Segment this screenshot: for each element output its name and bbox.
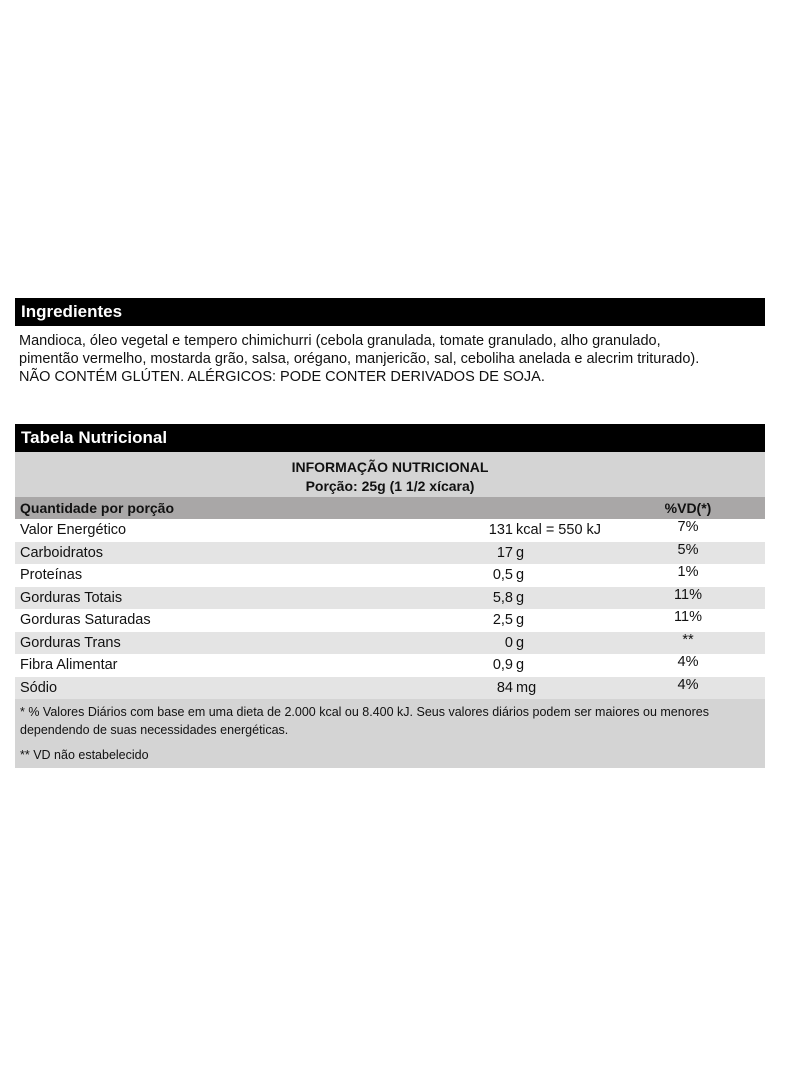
nutrient-unit: mg <box>516 679 537 696</box>
quantity-header-row <box>15 497 765 519</box>
nutrient-vd: ** <box>682 631 694 648</box>
nutrient-name: Fibra Alimentar <box>20 657 118 673</box>
nutrient-name: Valor Energético <box>20 522 127 538</box>
nutrient-amount: 17 <box>496 544 513 561</box>
nutrient-amount: 0,5 <box>492 567 513 583</box>
nutrient-vd: 1% <box>677 564 699 580</box>
vd-not-established-footnote: ** VD não estabelecido <box>20 748 149 762</box>
nutrient-amount: 5,8 <box>492 589 513 606</box>
nutrient-unit: g <box>516 657 525 673</box>
nutrient-row <box>15 677 765 700</box>
nutrition-footnotes <box>15 699 765 768</box>
nutrient-unit: g <box>516 567 525 583</box>
ingredients-heading: Ingredientes <box>15 298 765 326</box>
ingredients-text: Mandioca, óleo vegetal e tempero chimichurri (cebola granulada, tomate granulado, alho granulado, pimentão vermelho, mostarda grão, salsa, orégano, manjericão, sal, ceboliha anelada e alecrim triturado). NÃO CONTÉM GLÚTEN. ALÉRGICOS: PODE CONTER DERIVADOS DE SOJA. <box>19 333 700 385</box>
nutrient-vd: 4% <box>677 676 699 693</box>
nutrient-vd: 4% <box>677 654 699 670</box>
nutrient-row <box>15 654 765 677</box>
nutrient-amount: 2,5 <box>492 612 513 628</box>
nutrient-name: Proteínas <box>20 567 83 583</box>
nutrient-unit: g <box>516 544 525 561</box>
portion-size: Porção: 25g (1 1/2 xícara) <box>305 478 475 494</box>
nutrient-amount: 131 <box>488 522 513 538</box>
nutrient-row <box>15 609 765 632</box>
nutrition-heading: Tabela Nutricional <box>15 424 765 452</box>
nutrient-name: Carboidratos <box>20 544 104 561</box>
nutrient-vd: 11% <box>674 609 702 625</box>
nutrient-name: Gorduras Trans <box>20 634 121 651</box>
nutrient-row <box>15 564 765 587</box>
nutrition-table <box>15 424 765 768</box>
nutrient-name: Sódio <box>20 679 58 696</box>
daily-values-footnote: * % Valores Diários com base em uma dieta de 2.000 kcal ou 8.400 kJ. Seus valores diários podem ser maiores ou menores dependendo de suas necessidades energéticas. <box>20 705 710 737</box>
nutrient-row <box>15 632 765 655</box>
nutrient-vd: 5% <box>677 541 699 558</box>
nutrient-amount: 0 <box>504 634 513 651</box>
nutrient-amount: 84 <box>496 679 513 696</box>
nutrient-name: Gorduras Totais <box>20 589 123 606</box>
nutrient-unit: g <box>516 612 525 628</box>
nutrient-amount: 0,9 <box>492 657 513 673</box>
nutrient-unit: g <box>516 634 525 651</box>
vd-header-label: %VD(*) <box>664 500 712 516</box>
nutrient-unit: g <box>516 589 525 606</box>
quantity-header-label: Quantidade por porção <box>20 500 175 516</box>
nutrition-info-block <box>15 452 765 497</box>
nutrient-row <box>15 542 765 565</box>
nutrient-vd: 11% <box>674 586 702 603</box>
nutrient-row <box>15 519 765 542</box>
nutrient-unit: kcal = 550 kJ <box>516 522 602 538</box>
nutrient-name: Gorduras Saturadas <box>20 612 151 628</box>
nutrient-vd: 7% <box>677 519 699 535</box>
nutrient-row <box>15 587 765 610</box>
nutrition-info-title: INFORMAÇÃO NUTRICIONAL <box>291 459 489 475</box>
ingredients-section <box>15 298 765 386</box>
